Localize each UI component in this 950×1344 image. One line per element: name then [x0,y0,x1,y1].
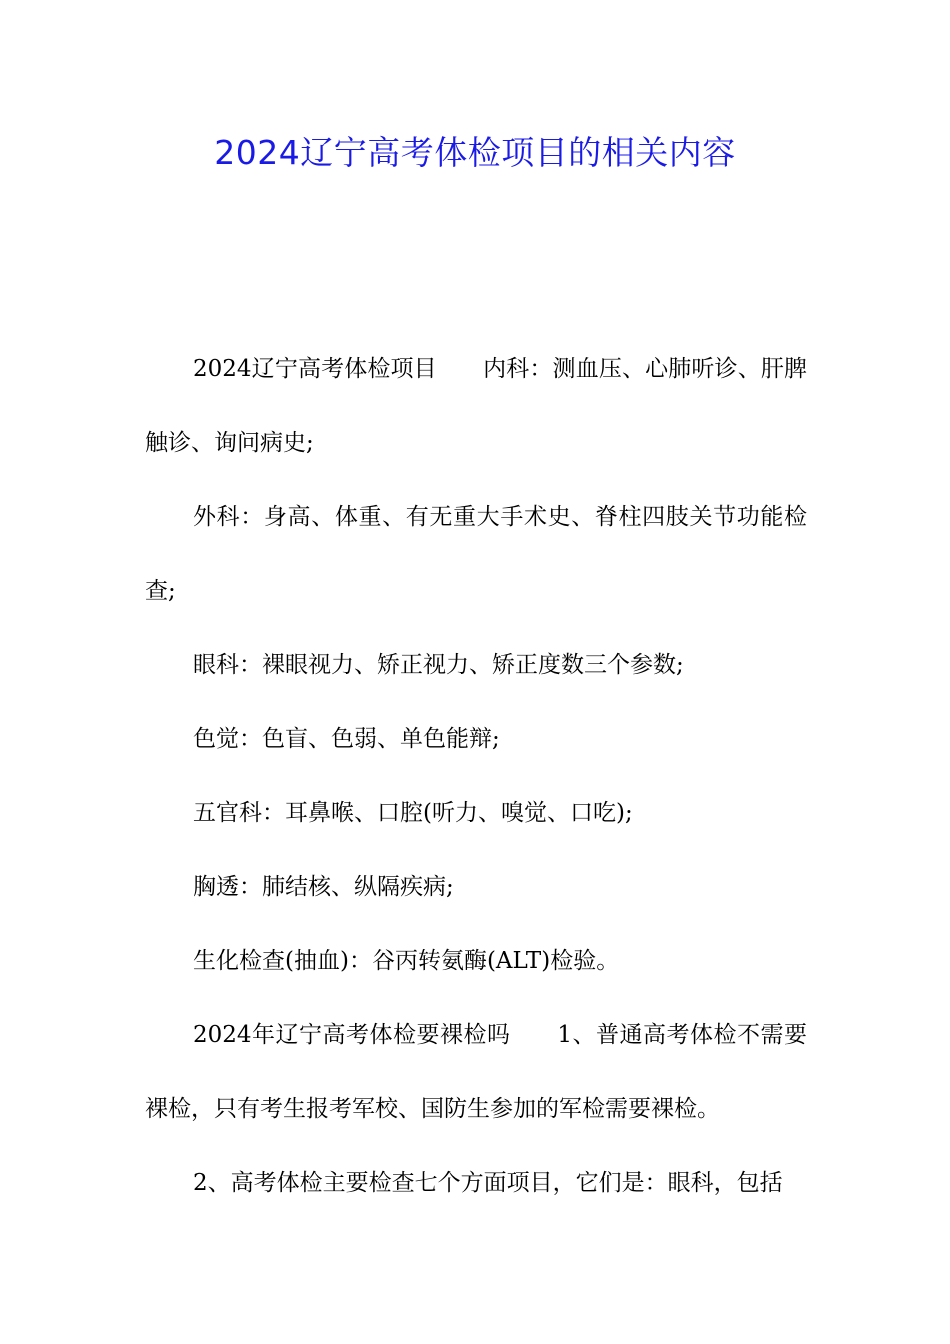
paragraph-seven-items: 2、高考体检主要检查七个方面项目，它们是：眼科，包括 [193,1170,783,1196]
paragraph-naked-exam: 2024年辽宁高考体检要裸检吗 1、普通高考体检不需要裸检，只有考生报考军校、国防生参加的军检需要裸检。 [145,1022,807,1122]
paragraph-surgery: 外科：身高、体重、有无重大手术史、脊柱四肢关节功能检查; [145,504,807,604]
paragraph-ophthalmology: 眼科：裸眼视力、矫正视力、矫正度数三个参数; [193,652,684,678]
paragraph-color-vision: 色觉：色盲、色弱、单色能辩; [193,726,500,752]
paragraph-ent: 五官科：耳鼻喉、口腔(听力、嗅觉、口吃); [193,800,633,826]
document-title: 2024辽宁高考体检项目的相关内容 [214,133,736,172]
document-body [145,332,807,1220]
paragraph-blood-test: 生化检查(抽血)：谷丙转氨酶(ALT)检验。 [193,948,620,974]
paragraph-chest-xray: 胸透：肺结核、纵隔疾病; [193,874,454,900]
paragraph-internal-medicine: 2024辽宁高考体检项目 内科：测血压、心肺听诊、肝脾触诊、询问病史; [145,356,807,456]
